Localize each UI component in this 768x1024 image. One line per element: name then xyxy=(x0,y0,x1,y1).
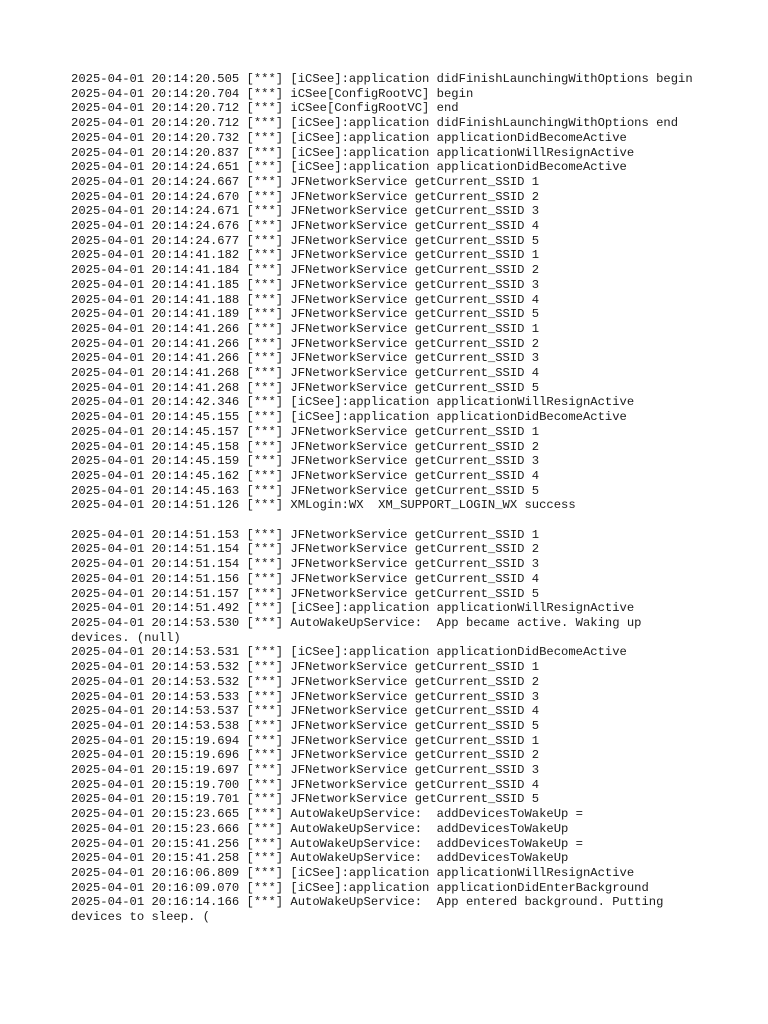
log-line: 2025-04-01 20:14:20.712 [***] iCSee[ConfigRootVC] end xyxy=(71,101,459,116)
log-line: 2025-04-01 20:14:53.538 [***] JFNetworkService getCurrent_SSID 5 xyxy=(71,718,540,733)
log-line: 2025-04-01 20:15:41.258 [***] AutoWakeUpService: addDevicesToWakeUp xyxy=(71,851,569,866)
log-line: 2025-04-01 20:14:45.157 [***] JFNetworkService getCurrent_SSID 1 xyxy=(71,424,540,439)
log-line: 2025-04-01 20:14:53.531 [***] [iCSee]:application applicationDidBecomeActive xyxy=(71,645,627,660)
log-line: 2025-04-01 20:14:41.266 [***] JFNetworkService getCurrent_SSID 1 xyxy=(71,321,540,336)
log-line: 2025-04-01 20:14:41.268 [***] JFNetworkService getCurrent_SSID 4 xyxy=(71,366,540,381)
log-line: 2025-04-01 20:14:41.185 [***] JFNetworkService getCurrent_SSID 3 xyxy=(71,277,540,292)
log-line: 2025-04-01 20:14:41.268 [***] JFNetworkService getCurrent_SSID 5 xyxy=(71,380,540,395)
log-line: 2025-04-01 20:15:41.256 [***] AutoWakeUpService: addDevicesToWakeUp = xyxy=(71,836,583,851)
log-line: 2025-04-01 20:14:24.676 [***] JFNetworkService getCurrent_SSID 4 xyxy=(71,219,540,234)
log-line: 2025-04-01 20:14:20.505 [***] [iCSee]:application didFinishLaunchingWithOptions begin xyxy=(71,72,693,86)
log-line: 2025-04-01 20:14:45.163 [***] JFNetworkService getCurrent_SSID 5 xyxy=(71,483,540,498)
log-line: 2025-04-01 20:14:20.837 [***] [iCSee]:application applicationWillResignActive xyxy=(71,145,635,160)
log-line: 2025-04-01 20:14:53.532 [***] JFNetworkService getCurrent_SSID 2 xyxy=(71,674,540,689)
log-line: 2025-04-01 20:14:41.266 [***] JFNetworkService getCurrent_SSID 2 xyxy=(71,336,540,351)
log-line: 2025-04-01 20:15:23.665 [***] AutoWakeUpService: addDevicesToWakeUp = xyxy=(71,807,583,822)
log-line: 2025-04-01 20:14:24.677 [***] JFNetworkService getCurrent_SSID 5 xyxy=(71,233,540,248)
log-line: 2025-04-01 20:15:19.701 [***] JFNetworkService getCurrent_SSID 5 xyxy=(71,792,540,807)
log-line: 2025-04-01 20:14:51.157 [***] JFNetworkService getCurrent_SSID 5 xyxy=(71,586,540,601)
blank-line xyxy=(71,513,701,528)
log-line: 2025-04-01 20:14:45.158 [***] JFNetworkService getCurrent_SSID 2 xyxy=(71,439,540,454)
log-line: 2025-04-01 20:14:42.346 [***] [iCSee]:application applicationWillResignActive xyxy=(71,395,635,410)
log-line: 2025-04-01 20:16:06.809 [***] [iCSee]:application applicationWillResignActive xyxy=(71,865,635,880)
log-line: 2025-04-01 20:14:53.533 [***] JFNetworkService getCurrent_SSID 3 xyxy=(71,689,540,704)
log-line: 2025-04-01 20:14:20.704 [***] iCSee[ConfigRootVC] begin xyxy=(71,86,474,101)
log-line: 2025-04-01 20:14:45.155 [***] [iCSee]:application applicationDidBecomeActive xyxy=(71,410,627,425)
log-line: 2025-04-01 20:14:53.530 [***] AutoWakeUpService: App became active. Waking up devices. (null) xyxy=(71,616,649,645)
log-line: 2025-04-01 20:14:20.712 [***] [iCSee]:application didFinishLaunchingWithOptions end xyxy=(71,116,679,131)
log-line: 2025-04-01 20:14:41.184 [***] JFNetworkService getCurrent_SSID 2 xyxy=(71,263,540,278)
log-line: 2025-04-01 20:14:51.156 [***] JFNetworkService getCurrent_SSID 4 xyxy=(71,571,540,586)
log-line: 2025-04-01 20:14:51.154 [***] JFNetworkService getCurrent_SSID 2 xyxy=(71,542,540,557)
log-line: 2025-04-01 20:14:51.492 [***] [iCSee]:application applicationWillResignActive xyxy=(71,601,635,616)
log-line: 2025-04-01 20:14:51.153 [***] JFNetworkService getCurrent_SSID 1 xyxy=(71,527,540,542)
log-line: 2025-04-01 20:14:24.651 [***] [iCSee]:application applicationDidBecomeActive xyxy=(71,160,627,175)
log-line: 2025-04-01 20:14:51.154 [***] JFNetworkService getCurrent_SSID 3 xyxy=(71,557,540,572)
log-line: 2025-04-01 20:14:53.537 [***] JFNetworkService getCurrent_SSID 4 xyxy=(71,704,540,719)
log-line: 2025-04-01 20:14:45.159 [***] JFNetworkService getCurrent_SSID 3 xyxy=(71,454,540,469)
log-line: 2025-04-01 20:15:19.694 [***] JFNetworkService getCurrent_SSID 1 xyxy=(71,733,540,748)
log-text xyxy=(71,72,701,925)
log-line: 2025-04-01 20:15:19.700 [***] JFNetworkService getCurrent_SSID 4 xyxy=(71,777,540,792)
log-line: 2025-04-01 20:14:51.126 [***] XMLogin:WX XM_SUPPORT_LOGIN_WX success xyxy=(71,498,576,513)
log-line: 2025-04-01 20:14:45.162 [***] JFNetworkService getCurrent_SSID 4 xyxy=(71,468,540,483)
log-line: 2025-04-01 20:14:53.532 [***] JFNetworkService getCurrent_SSID 1 xyxy=(71,660,540,675)
log-line: 2025-04-01 20:14:24.667 [***] JFNetworkService getCurrent_SSID 1 xyxy=(71,174,540,189)
log-line: 2025-04-01 20:14:24.671 [***] JFNetworkService getCurrent_SSID 3 xyxy=(71,204,540,219)
log-line: 2025-04-01 20:15:19.697 [***] JFNetworkService getCurrent_SSID 3 xyxy=(71,763,540,778)
log-line: 2025-04-01 20:16:09.070 [***] [iCSee]:application applicationDidEnterBackground xyxy=(71,880,649,895)
log-line: 2025-04-01 20:16:14.166 [***] AutoWakeUpService: App entered background. Putting devices to sleep. ( xyxy=(71,895,671,925)
log-line: 2025-04-01 20:14:20.732 [***] [iCSee]:application applicationDidBecomeActive xyxy=(71,130,627,145)
log-line: 2025-04-01 20:15:19.696 [***] JFNetworkService getCurrent_SSID 2 xyxy=(71,748,540,763)
log-line: 2025-04-01 20:14:41.188 [***] JFNetworkService getCurrent_SSID 4 xyxy=(71,292,540,307)
log-line: 2025-04-01 20:15:23.666 [***] AutoWakeUpService: addDevicesToWakeUp xyxy=(71,821,569,836)
log-line: 2025-04-01 20:14:24.670 [***] JFNetworkService getCurrent_SSID 2 xyxy=(71,189,540,204)
log-line: 2025-04-01 20:14:41.182 [***] JFNetworkService getCurrent_SSID 1 xyxy=(71,248,540,263)
log-line: 2025-04-01 20:14:41.189 [***] JFNetworkService getCurrent_SSID 5 xyxy=(71,307,540,322)
log-line: 2025-04-01 20:14:41.266 [***] JFNetworkService getCurrent_SSID 3 xyxy=(71,351,540,366)
